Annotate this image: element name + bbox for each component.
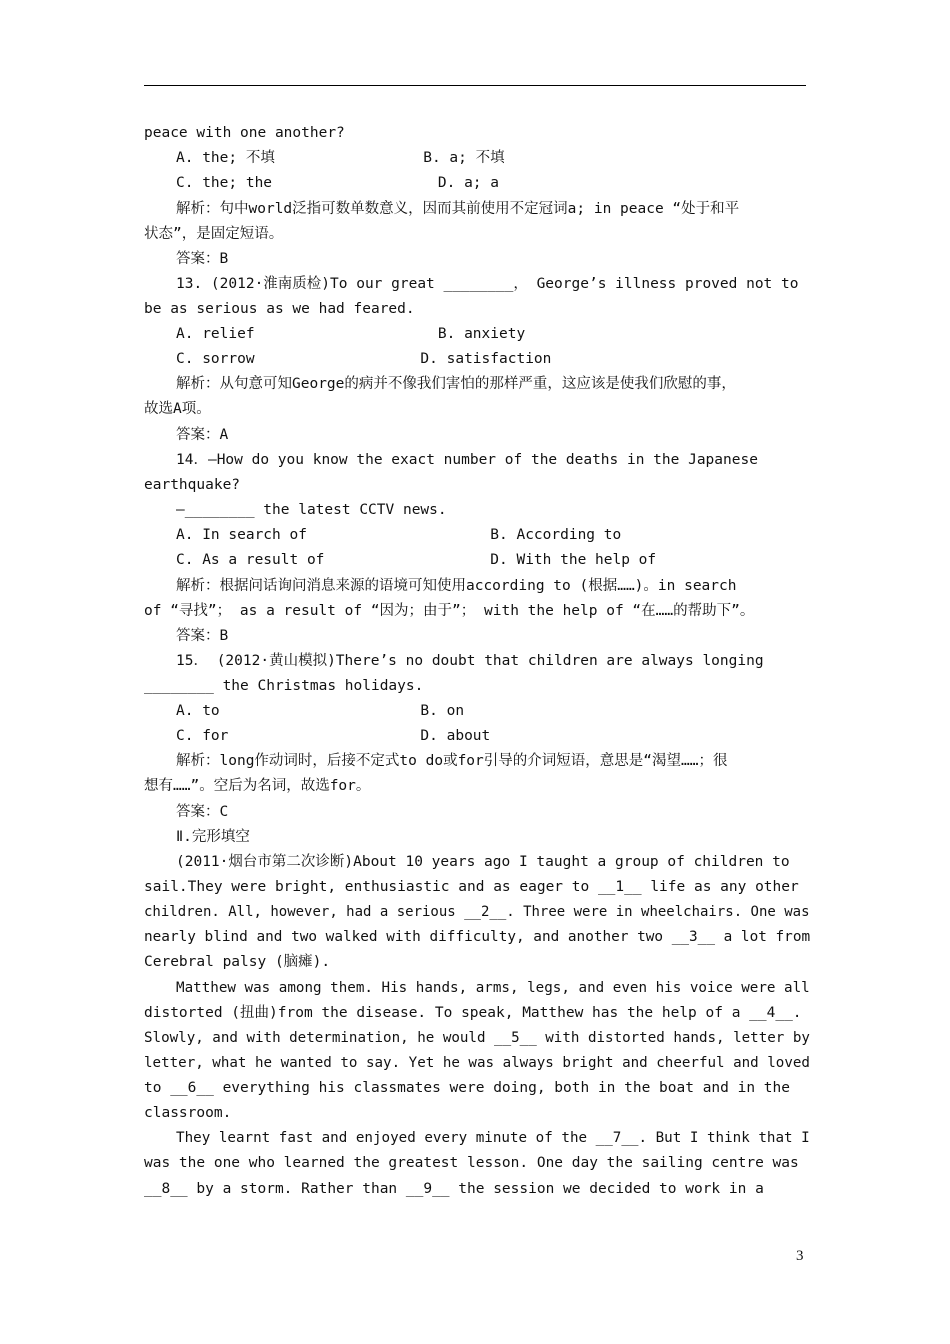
passage-line: classroom. — [144, 1105, 232, 1121]
text-line: be as serious as we had feared. — [144, 301, 415, 317]
passage-line: Cerebral palsy (脑瘫). — [144, 954, 331, 970]
option-line: C. the; the D. a; a — [176, 175, 500, 191]
explanation-line: 状态”，是固定短语。 — [144, 226, 284, 242]
explanation-line: 想有……”。空后为名词，故选for。 — [144, 778, 371, 794]
passage-line: (2011·烟台市第二次诊断)About 10 years ago I taught a group of children to — [176, 854, 790, 870]
passage-line: letter, what he wanted to say. Yet he was always bright and cheerful and loved — [144, 1055, 810, 1071]
answer-line: 答案：B — [176, 628, 229, 644]
passage-line: nearly blind and two walked with difficulty, and another two __3__ a lot from — [144, 929, 811, 945]
passage-line: sail.They were bright, enthusiastic and as eager to __1__ life as any other — [144, 879, 799, 895]
option-line: A. In search of B. According to — [176, 527, 622, 543]
option-line: C. for D. about — [176, 728, 491, 744]
text-line: peace with one another? — [144, 125, 345, 141]
page-number: 3 — [796, 1248, 804, 1264]
explanation-line: 解析：从句意可知George的病并不像我们害怕的那样严重，这应该是使我们欣慰的事， — [176, 376, 736, 392]
passage-line: Slowly, and with determination, he would __5__ with distorted hands, letter by — [144, 1030, 810, 1046]
option-line: A. to B. on — [176, 703, 465, 719]
explanation-line: 解析：根据问话询问消息来源的语境可知使用according to (根据……)。in search — [176, 578, 737, 594]
explanation-line: 解析：long作动词时，后接不定式to do或for引导的介词短语，意思是“渴望……；很 — [176, 753, 728, 769]
passage-line: to __6__ everything his classmates were doing, both in the boat and in the — [144, 1080, 791, 1096]
passage-line: They learnt fast and enjoyed every minute of the __7__. But I think that I — [176, 1130, 810, 1146]
text-line: ________ the Christmas holidays. — [144, 678, 424, 694]
answer-line: 答案：B — [176, 251, 229, 267]
question-line: 14．—How do you know the exact number of the deaths in the Japanese — [176, 452, 758, 468]
passage-line: Matthew was among them. His hands, arms, legs, and even his voice were all — [176, 980, 810, 996]
answer-line: 答案：A — [176, 427, 229, 443]
option-line: C. As a result of D. With the help of — [176, 552, 657, 568]
passage-line: __8__ by a storm. Rather than __9__ the session we decided to work in a — [144, 1181, 764, 1197]
passage-line: children. All, however, had a serious __2__. Three were in wheelchairs. One was — [144, 904, 810, 920]
explanation-line: 故选A项。 — [144, 401, 211, 417]
text-line: —________ the latest CCTV news. — [176, 502, 447, 518]
header-rule — [144, 85, 806, 86]
question-line: 13. (2012·淮南质检)To our great ________， George’s illness proved not to — [176, 276, 799, 292]
passage-line: distorted (扭曲)from the disease. To speak, Matthew has the help of a __4__. — [144, 1005, 802, 1021]
text-line: earthquake? — [144, 477, 241, 493]
explanation-line: of “寻找”； as a result of “因为；由于”； with the help of “在……的帮助下”。 — [144, 603, 755, 619]
section-heading: Ⅱ.完形填空 — [176, 829, 250, 845]
passage-line: was the one who learned the greatest lesson. One day the sailing centre was — [144, 1155, 799, 1171]
question-line: 15． (2012·黄山模拟)There’s no doubt that children are always longing — [176, 653, 764, 669]
option-line: A. relief B. anxiety — [176, 326, 526, 342]
answer-line: 答案：C — [176, 804, 229, 820]
option-line: C. sorrow D. satisfaction — [176, 351, 552, 367]
explanation-line: 解析：句中world泛指可数单数意义，因而其前使用不定冠词a; in peace “处于和平 — [176, 201, 740, 217]
option-line: A. the; 不填 B. a; 不填 — [176, 150, 505, 166]
